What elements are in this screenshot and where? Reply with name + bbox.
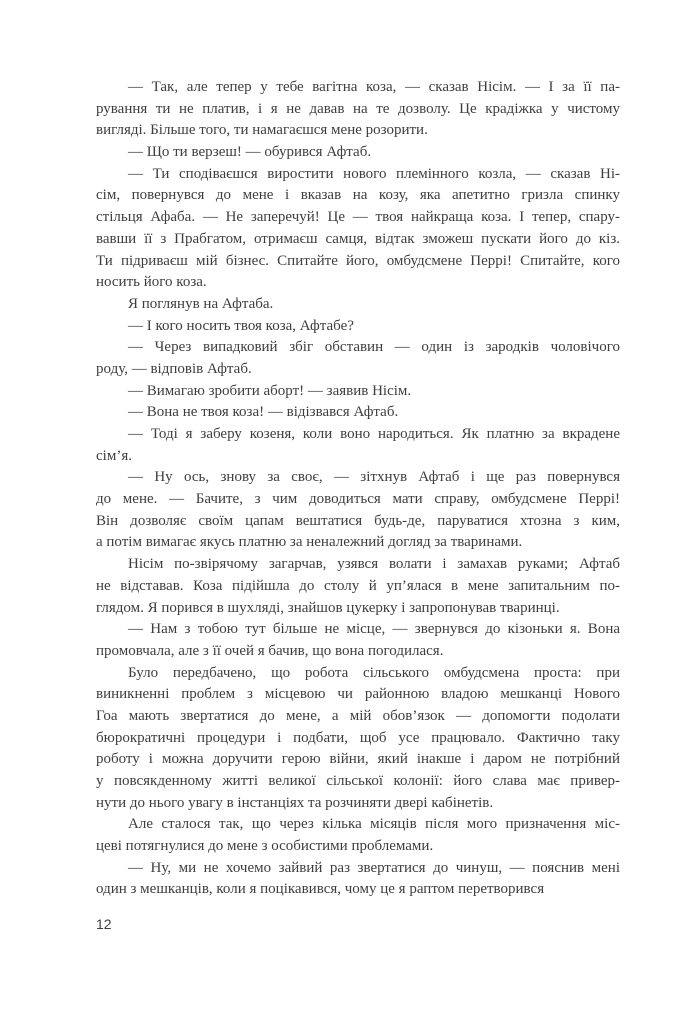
text-line: не відставав. Коза підійшла до столу й уп’ялася в мене запитальним по-: [96, 577, 620, 594]
text-line: Ти підриваєш мій бізнес. Спитайте його, омбудсмене Перрі! Спитайте, кого: [96, 252, 620, 269]
text-line: Було передбачено, що робота сільського омбудсмена проста: при: [128, 664, 620, 681]
text-line: цеві потягнулися до мене з особистими проблемами.: [96, 838, 434, 855]
text-line: бюрократичні процедури і подбати, щоб усе працювало. Фактично таку: [96, 729, 620, 746]
text-line: а потім вимагає якусь платню за неналежний догляд за тваринами.: [96, 534, 523, 551]
text-line: промовчала, але з її очей я бачив, що вона погодилася.: [96, 642, 444, 659]
paragraph: [96, 619, 620, 662]
paragraph: [96, 424, 620, 467]
paragraph: [96, 142, 620, 164]
text-line: — Що ти верзеш! — обурився Афтаб.: [128, 144, 372, 161]
text-line: Але сталося так, що через кілька місяців після мого призначення міс-: [128, 816, 620, 833]
text-line: один з мешканців, коли я поцікавився, чому це я раптом перетворився: [96, 881, 545, 898]
text-line: — Через випадковий збіг обставин — один із зародків чоловічого: [128, 339, 620, 356]
text-line: — І кого носить твоя коза, Афтабе?: [128, 317, 354, 334]
text-line: нути до нього увагу в інстанціях та розчиняти двері кабінетів.: [96, 794, 494, 811]
text-line: рування ти не платив, і я не давав на те дозволу. Це крадіжка у чистому: [96, 100, 620, 117]
text-line: у повсякденному житті великої сільської колонії: його слава має привер-: [96, 773, 620, 789]
text-line: — Ну ось, знову за своє, — зітхнув Афтаб і ще раз повернувся: [128, 469, 620, 486]
paragraph: [96, 294, 620, 316]
text-line: сім, повернувся до мене і вказав на козу, яка апетитно гризла спинку: [96, 187, 620, 204]
paragraph: [96, 663, 620, 815]
text-line: — Вона не твоя коза! — відізвався Афтаб.: [128, 404, 399, 421]
paragraph: [96, 337, 620, 380]
text-line: роду, — відповів Афтаб.: [96, 360, 252, 377]
paragraph: [96, 381, 620, 403]
paragraph: [96, 814, 620, 857]
paragraph: [96, 858, 620, 901]
text-line: виникненні проблем з місцевою чи районною владою мешканці Нового: [96, 686, 620, 703]
text-line: Я поглянув на Афтаба.: [128, 295, 274, 312]
text-line: стільця Афаба. — Не заперечуй! Це — твоя найкраща коза. І тепер, спару-: [96, 209, 620, 226]
text-line: Він дозволяє своїм цапам вештатися будь-де, паруватися хтозна з ким,: [96, 512, 620, 529]
paragraph: [96, 467, 620, 554]
text-line: — Вимагаю зробити аборт! — заявив Нісім.: [128, 382, 412, 399]
text-line: вигляді. Більше того, ти намагаєшся мене розорити.: [96, 122, 428, 139]
text-line: сім’я.: [96, 447, 132, 464]
text-line: до мене. — Бачите, з чим доводиться мати справу, омбудсмене Перрі!: [96, 491, 620, 508]
paragraph: [96, 316, 620, 338]
text-line: глядом. Я порився в шухляді, знайшов цукерку і запропонував тваринці.: [96, 599, 560, 616]
text-line: — Так, але тепер у тебе вагітна коза, — сказав Нісім. — І за її па-: [128, 79, 620, 95]
text-line: — Тоді я заберу козеня, коли воно народиться. Як платню за вкрадене: [128, 426, 620, 442]
text-line: Гоа мають звертатися до мене, а мій обов’язок — допомогти подолати: [96, 707, 620, 724]
paragraph: [96, 77, 620, 142]
page-text: [96, 77, 620, 901]
paragraph: [96, 402, 620, 424]
text-line: — Ну, ми не хочемо зайвий раз звертатися до чинуш, — пояснив мені: [128, 859, 620, 876]
text-line: Нісім по-звірячому загарчав, узявся волати і замахав руками; Афтаб: [128, 556, 620, 573]
paragraph: [96, 164, 620, 294]
text-line: вавши її з Прабгатом, отримаєш самця, відтак зможеш пускати його до кіз.: [96, 230, 620, 247]
text-line: — Ти сподіваєшся виростити нового племінного козла, — сказав Ні-: [128, 165, 620, 182]
text-line: носить його коза.: [96, 274, 207, 291]
paragraph: [96, 554, 620, 619]
page-number: 12: [96, 916, 112, 932]
text-line: роботу і можна доручити герою війни, який інакше і даром не потрібний: [96, 751, 620, 768]
text-line: — Нам з тобою тут більше не місце, — звернувся до кізоньки я. Вона: [128, 621, 620, 638]
